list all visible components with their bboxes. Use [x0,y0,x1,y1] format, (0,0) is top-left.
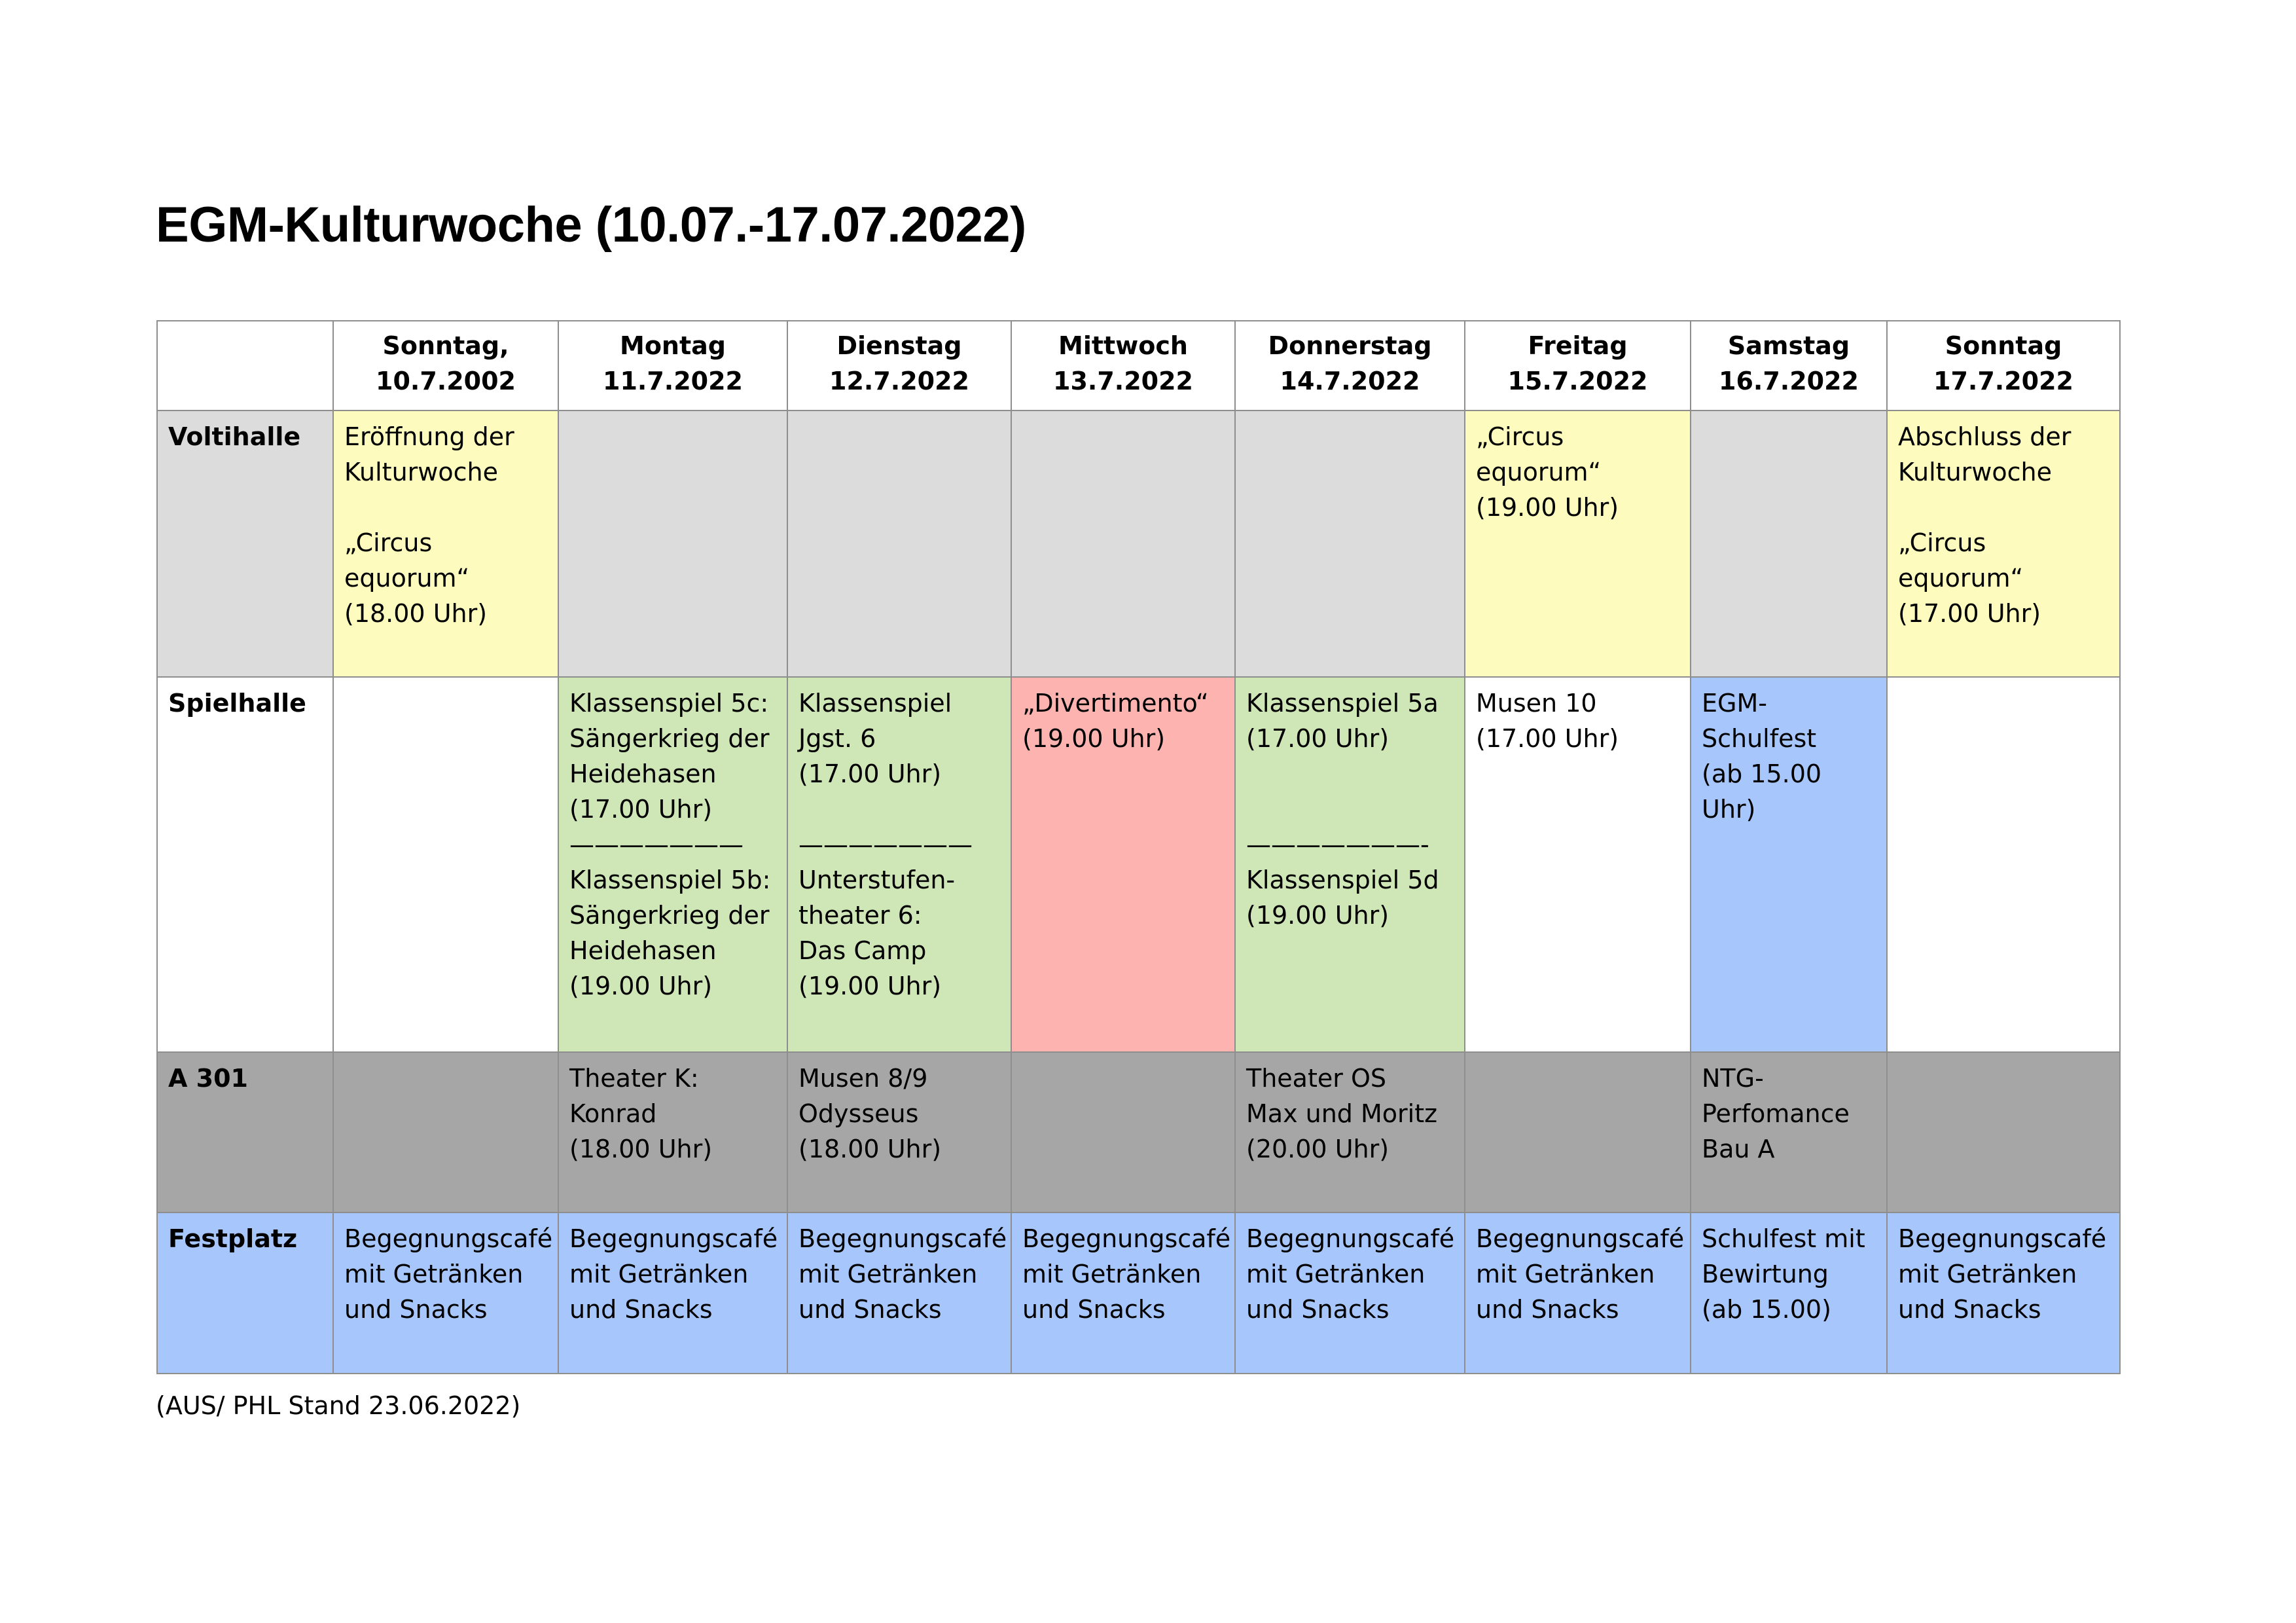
cell-text-line: (19.00 Uhr) [569,972,713,1000]
day-date: 16.7.2022 [1719,367,1859,395]
cell-text-line: Schulfest [1702,724,1817,753]
cell-text-line: Klassenspiel 5a [1246,689,1439,718]
cell-text-line: und Snacks [1476,1295,1619,1324]
cell-text-line: (19.00 Uhr) [1022,724,1166,753]
cell-text-line: „Circus [344,528,433,557]
cell-text-line: mit Getränken [344,1260,524,1288]
day-date: 15.7.2022 [1507,367,1648,395]
cell-text-line: Uhr) [1702,795,1756,824]
cell-text-line: mit Getränken [569,1260,749,1288]
day-date: 14.7.2022 [1280,367,1420,395]
cell-text-line: „Circus [1898,528,1986,557]
cell-text-line: NTG- [1702,1064,1764,1093]
schedule-cell [1011,410,1235,677]
cell-text-line: Abschluss der [1898,422,2072,451]
day-name: Sonntag, [382,331,509,360]
cell-text-line: (17.00 Uhr) [1898,599,2041,628]
schedule-cell [1235,1213,1465,1374]
cell-text-line: Max und Moritz [1246,1099,1438,1128]
schedule-cell [1887,677,2120,1052]
cell-text-line: Begegnungscafé [798,1224,1007,1253]
location-label: Spielhalle [157,677,333,1052]
cell-text-line: mit Getränken [798,1260,978,1288]
schedule-cell [333,1213,558,1374]
cell-text-line: Bau A [1702,1135,1775,1163]
day-header [1465,321,1691,410]
schedule-cell [1691,1213,1887,1374]
cell-text-line: (18.00 Uhr) [569,1135,713,1163]
day-name: Donnerstag [1268,331,1432,360]
schedule-cell [1011,1052,1235,1213]
schedule-cell [1691,1052,1887,1213]
cell-text-line: ———————- [1246,830,1429,859]
day-header [1691,321,1887,410]
cell-text-line: und Snacks [1898,1295,2041,1324]
cell-text-line: Eröffnung der [344,422,514,451]
day-date: 13.7.2022 [1053,367,1193,395]
schedule-cell [1235,677,1465,1052]
day-header [787,321,1011,410]
row-spielhalle [157,677,2120,1052]
schedule-cell [1887,410,2120,677]
schedule-cell [1465,1213,1691,1374]
row-festplatz [157,1213,2120,1374]
header-row [157,321,2120,410]
row-a301 [157,1052,2120,1213]
cell-text-line: und Snacks [1022,1295,1166,1324]
cell-text-line: equorum“ [344,564,470,593]
schedule-cell [1465,677,1691,1052]
cell-text-line: (17.00 Uhr) [1476,724,1619,753]
cell-text-line: Begegnungscafé [569,1224,778,1253]
schedule-cell [1011,677,1235,1052]
schedule-table [156,320,2121,1374]
cell-text-line [798,792,1000,827]
schedule-cell [787,410,1011,677]
corner-cell [157,321,333,410]
schedule-cell [1691,677,1887,1052]
cell-text-line: „Circus [1476,422,1564,451]
cell-text-line: Theater OS [1246,1064,1386,1093]
schedule-cell [787,1213,1011,1374]
cell-text-line: (18.00 Uhr) [344,599,488,628]
cell-text-line [1246,756,1454,792]
cell-text-line: Musen 8/9 [798,1064,928,1093]
day-header [1887,321,2120,410]
cell-text-line: (ab 15.00 [1702,759,1822,788]
cell-text-line: und Snacks [344,1295,488,1324]
cell-text-line: Klassenspiel [798,689,952,718]
cell-text-line: Das Camp [798,936,927,965]
cell-text-line: Jgst. 6 [798,724,876,753]
cell-text-line: equorum“ [1476,458,1602,486]
day-header [1235,321,1465,410]
location-label: Voltihalle [157,410,333,677]
cell-text-line [1898,490,2109,525]
day-name: Sonntag [1945,331,2062,360]
cell-text-line: (17.00 Uhr) [798,759,942,788]
schedule-cell [1235,410,1465,677]
schedule-cell [333,410,558,677]
day-header [333,321,558,410]
cell-text-line: (ab 15.00) [1702,1295,1831,1324]
schedule-cell [333,1052,558,1213]
cell-text-line: ——————— [569,830,744,859]
cell-text-line: mit Getränken [1246,1260,1426,1288]
cell-text-line: Begegnungscafé [344,1224,553,1253]
cell-text-line: Klassenspiel 5d [1246,866,1439,894]
cell-text-line: (20.00 Uhr) [1246,1135,1390,1163]
cell-text-line: Schulfest mit [1702,1224,1865,1253]
cell-text-line: Heidehasen [569,936,717,965]
cell-text-line: Konrad [569,1099,657,1128]
row-voltihalle [157,410,2120,677]
schedule-cell [1235,1052,1465,1213]
cell-text-line: theater 6: [798,901,922,930]
cell-text-line: ——————— [798,830,973,859]
day-date: 11.7.2022 [603,367,743,395]
cell-text-line: EGM- [1702,689,1767,718]
schedule-cell [558,677,787,1052]
cell-text-line [344,490,547,525]
schedule-cell [558,1052,787,1213]
cell-text-line: Bewirtung [1702,1260,1829,1288]
cell-text-line: „Divertimento“ [1022,689,1209,718]
schedule-cell [787,1052,1011,1213]
location-label: Festplatz [157,1213,333,1374]
schedule-cell [1011,1213,1235,1374]
cell-text-line: (18.00 Uhr) [798,1135,942,1163]
cell-text-line: Heidehasen [569,759,717,788]
footnote: (AUS/ PHL Stand 23.06.2022) [156,1391,521,1420]
cell-text-line: Musen 10 [1476,689,1597,718]
cell-text-line: (17.00 Uhr) [1246,724,1390,753]
cell-text-line: Begegnungscafé [1246,1224,1455,1253]
cell-text-line: (19.00 Uhr) [1476,493,1619,522]
day-header [558,321,787,410]
cell-text-line: und Snacks [1246,1295,1390,1324]
day-name: Samstag [1727,331,1850,360]
day-name: Freitag [1528,331,1628,360]
cell-text-line: Klassenspiel 5c: [569,689,769,718]
cell-text-line: und Snacks [569,1295,713,1324]
day-date: 17.7.2022 [1933,367,2073,395]
day-date: 12.7.2022 [829,367,969,395]
cell-text-line: Sängerkrieg der [569,724,770,753]
cell-text-line [1246,792,1454,827]
cell-text-line: Begegnungscafé [1022,1224,1231,1253]
cell-text-line: Begegnungscafé [1898,1224,2107,1253]
cell-text-line: (19.00 Uhr) [798,972,942,1000]
cell-text-line: Klassenspiel 5b: [569,866,771,894]
day-name: Mittwoch [1058,331,1188,360]
cell-text-line: Theater K: [569,1064,699,1093]
cell-text-line: Kulturwoche [1898,458,2052,486]
schedule-cell [1887,1052,2120,1213]
schedule-cell [333,677,558,1052]
schedule-cell [1691,410,1887,677]
day-name: Montag [620,331,726,360]
cell-text-line: Perfomance [1702,1099,1850,1128]
day-name: Dienstag [836,331,962,360]
schedule-cell [787,677,1011,1052]
cell-text-line: equorum“ [1898,564,2024,593]
cell-text-line: Unterstufen- [798,866,956,894]
day-date: 10.7.2002 [376,367,516,395]
schedule-cell [1465,410,1691,677]
cell-text-line: Begegnungscafé [1476,1224,1685,1253]
cell-text-line: Sängerkrieg der [569,901,770,930]
day-header [1011,321,1235,410]
page-title: EGM-Kulturwoche (10.07.-17.07.2022) [156,197,1026,253]
cell-text-line: mit Getränken [1022,1260,1202,1288]
cell-text-line: (17.00 Uhr) [569,795,713,824]
schedule-cell [1465,1052,1691,1213]
schedule-cell [558,1213,787,1374]
cell-text-line: mit Getränken [1476,1260,1655,1288]
cell-text-line: mit Getränken [1898,1260,2077,1288]
cell-text-line: Odysseus [798,1099,919,1128]
schedule-cell [558,410,787,677]
cell-text-line: und Snacks [798,1295,942,1324]
schedule-cell [1887,1213,2120,1374]
cell-text-line: Kulturwoche [344,458,498,486]
location-label: A 301 [157,1052,333,1213]
cell-text-line: (19.00 Uhr) [1246,901,1390,930]
